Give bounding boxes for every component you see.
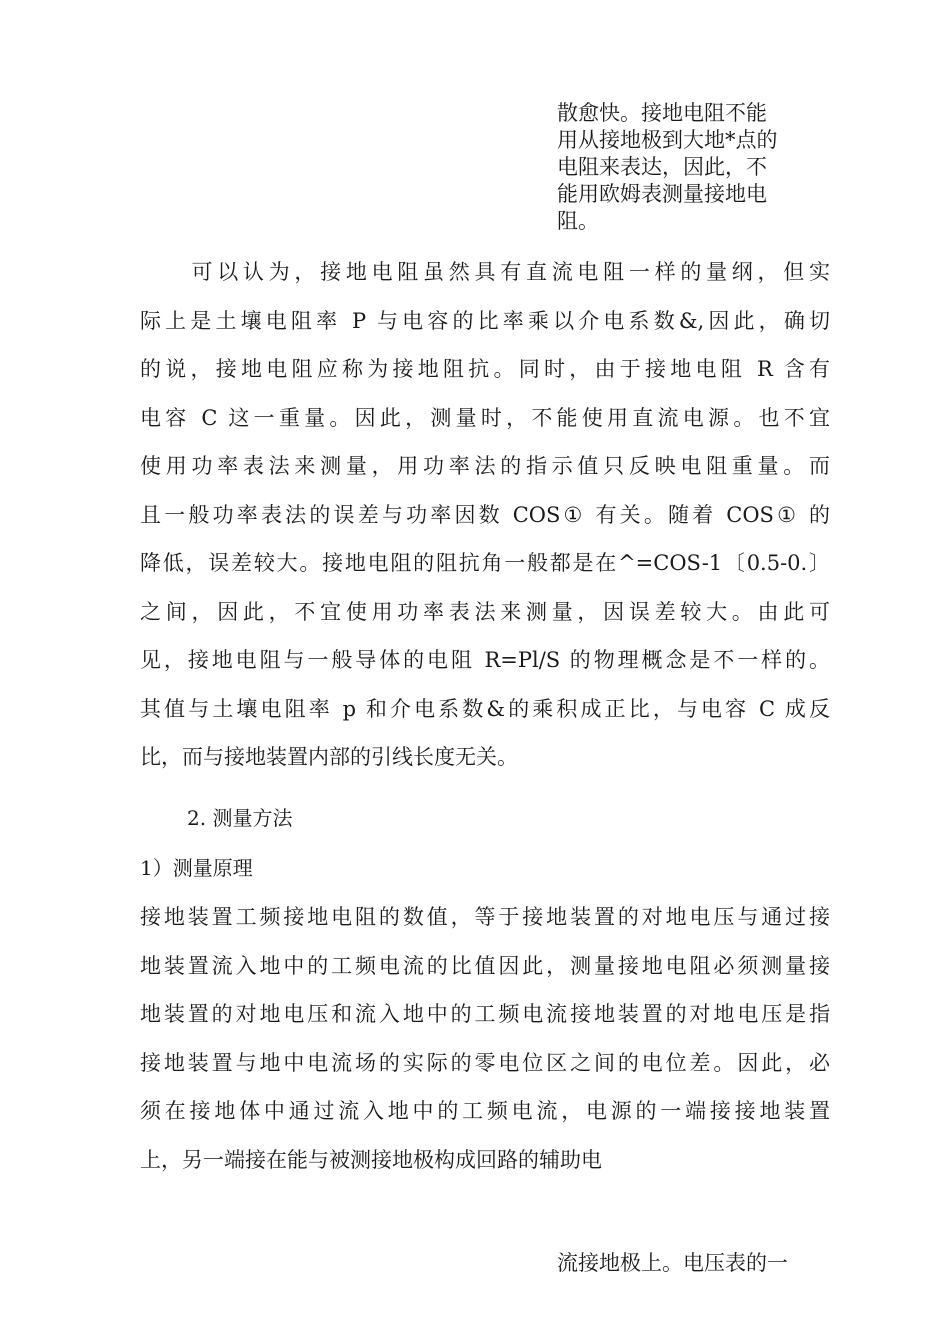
text-line: 阻。 xyxy=(557,209,599,233)
text-line: 电容 C 这一重量。因此，测量时，不能使用直流电源。也不宜 xyxy=(140,405,830,430)
bottom-text-line: 流接地极上。电压表的一 xyxy=(557,1251,788,1275)
text-line: 的说，接地电阻应称为接地阻抗。同时，由于接地电阻 R 含有 xyxy=(140,357,830,381)
subsection-heading: 1）测量原理 xyxy=(140,856,253,880)
text-line: 使用功率表法来测量，用功率法的指示值只反映电阻重量。而 xyxy=(140,454,830,478)
text-line: 际上是土壤电阻率 P 与电容的比率乘以介电系数&,因此，确切 xyxy=(140,308,830,333)
paragraph-measurement-principle xyxy=(140,893,830,1184)
text-line: 须在接地体中通过流入地中的工频电流，电源的一端接接地装置 xyxy=(140,1099,830,1123)
text-line: 之间，因此，不宜使用功率表法来测量，因误差较大。由此可 xyxy=(140,599,830,624)
text-line: 上，另一端接在能与被测接地极构成回路的辅助电 xyxy=(140,1147,602,1172)
text-line: 地装置的对地电压和流入地中的工频电流接地装置的对地电压是指 xyxy=(140,1002,830,1026)
paragraph-grounding-resistance xyxy=(140,248,830,782)
top-text-block xyxy=(557,100,827,235)
text-line: 可以认为，接地电阻虽然具有直流电阻一样的量纲，但实 xyxy=(140,260,830,284)
text-line: 其值与土壤电阻率 p 和介电系数&的乘积成正比，与电容 C 成反 xyxy=(140,696,830,721)
text-line: 比，而与接地装置内部的引线长度无关。 xyxy=(140,745,518,769)
text-line: 接地装置与地中电流场的实际的零电位区之间的电位差。因此，必 xyxy=(140,1050,830,1075)
text-line: 散愈快。接地电阻不能 xyxy=(557,101,767,125)
text-line: 降低，误差较大。接地电阻的阻抗角一般都是在^=COS-1〔0.5-0.〕 xyxy=(140,551,830,575)
section-heading: 2. 测量方法 xyxy=(187,806,293,830)
text-line: 见，接地电阻与一般导体的电阻 R=Pl/S 的物理概念是不一样的。 xyxy=(140,648,830,672)
text-line: 且一般功率表法的误差与功率因数 COS① 有关。随着 COS① 的 xyxy=(140,502,830,527)
text-line: 接地装置工频接地电阻的数值，等于接地装置的对地电压与通过接 xyxy=(140,905,830,929)
text-line: 能用欧姆表测量接地电 xyxy=(557,182,767,206)
text-line: 电阻来表达，因此，不 xyxy=(557,155,767,179)
text-line: 地装置流入地中的工频电流的比值因此，测量接地电阻必须测量接 xyxy=(140,953,830,978)
text-line: 用从接地极到大地*点的 xyxy=(557,128,778,152)
